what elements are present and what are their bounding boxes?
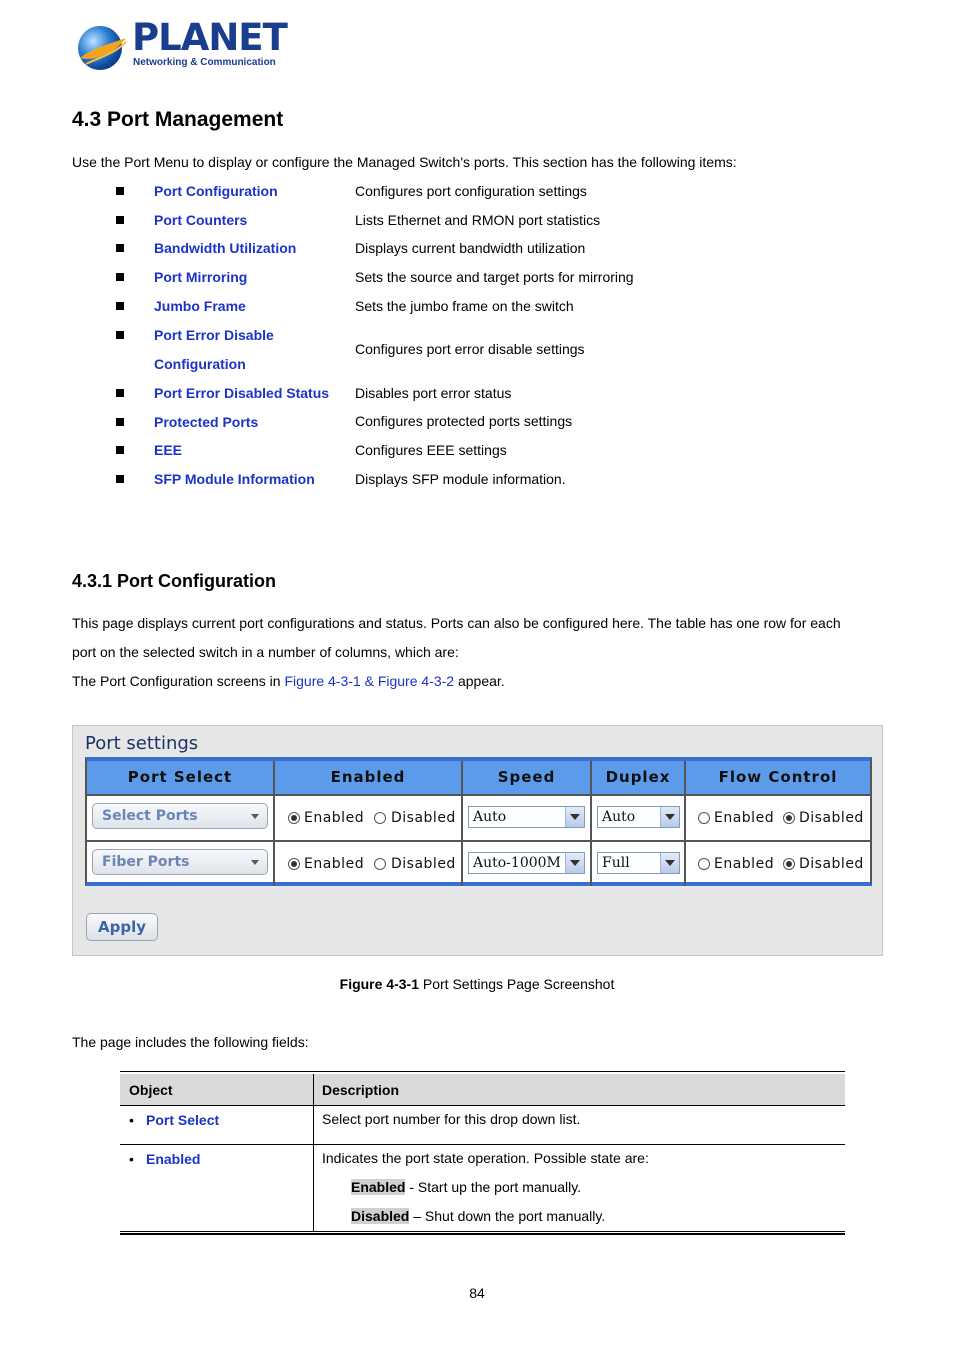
item-description: Configures port error disable settings	[355, 341, 585, 357]
item-port-error-disable[interactable]: Port Error Disable	[154, 327, 274, 343]
item-port-error-disabled-status[interactable]: Port Error Disabled Status	[154, 385, 330, 401]
flow-control-cell	[686, 796, 870, 840]
chevron-down-icon	[660, 807, 679, 827]
port-settings-table	[85, 757, 872, 886]
duplex-value: Full	[602, 855, 630, 871]
globe-logo-icon	[76, 18, 128, 72]
planet-logo	[76, 16, 287, 74]
speed-value: Auto	[473, 809, 507, 825]
header-port-select: Port Select	[87, 761, 275, 794]
state-enabled	[351, 1178, 581, 1196]
disabled-radio-label: Disabled	[391, 810, 456, 826]
item-description: Configures port configuration settings	[355, 183, 587, 199]
port-select-label: Select Ports	[102, 808, 198, 824]
flow-enabled-label: Enabled	[714, 810, 775, 826]
subsection-para-1: This page displays current port configurations and status. Ports can also be configured here. The table has one row for each	[72, 615, 841, 631]
duplex-select[interactable]	[597, 852, 680, 874]
bullet-icon	[116, 216, 124, 224]
state-disabled-term: Disabled	[351, 1208, 410, 1224]
para-3-prefix: The Port Configuration screens in	[72, 673, 285, 689]
subsection-para-2: port on the selected switch in a number of columns, which are:	[72, 644, 459, 660]
port-select-cell	[87, 796, 275, 840]
subsection-para-3	[72, 672, 505, 690]
chevron-down-icon	[251, 860, 259, 865]
fiber-ports-dropdown[interactable]	[92, 849, 268, 875]
field-port-select-desc: Select port number for this drop down list.	[322, 1111, 581, 1127]
item-description: Sets the source and target ports for mirroring	[355, 269, 634, 285]
header-enabled: Enabled	[275, 761, 463, 794]
figure-caption-label: Figure 4-3-1	[339, 976, 419, 992]
duplex-select[interactable]	[597, 806, 680, 828]
item-description: Displays SFP module information.	[355, 471, 566, 487]
figure-caption-text: Port Settings Page Screenshot	[419, 976, 615, 992]
item-protected-ports[interactable]: Protected Ports	[154, 414, 259, 430]
flow-enabled-label: Enabled	[714, 856, 775, 872]
field-enabled-desc: Indicates the port state operation. Possible state are:	[322, 1150, 649, 1166]
section-intro: Use the Port Menu to display or configure the Managed Switch's ports. This section has the following items:	[72, 154, 737, 170]
duplex-value: Auto	[602, 809, 636, 825]
item-jumbo-frame[interactable]: Jumbo Frame	[154, 298, 246, 314]
row-divider	[120, 1105, 845, 1106]
enabled-cell	[275, 842, 463, 886]
speed-value: Auto-1000M	[473, 855, 561, 871]
state-disabled-text: – Shut down the port manually.	[409, 1208, 606, 1224]
chevron-down-icon	[660, 853, 679, 873]
bullet-icon	[116, 302, 124, 310]
flow-enabled-radio[interactable]	[698, 812, 710, 824]
chevron-down-icon	[565, 853, 584, 873]
field-enabled: • Enabled	[146, 1150, 200, 1168]
speed-select[interactable]	[468, 852, 585, 874]
item-bandwidth-utilization[interactable]: Bandwidth Utilization	[154, 240, 297, 256]
flow-disabled-label: Disabled	[799, 810, 864, 826]
row-divider	[120, 1144, 845, 1145]
enabled-cell	[275, 796, 463, 840]
flow-control-cell	[686, 842, 870, 886]
port-select-cell	[87, 842, 275, 886]
apply-button[interactable]: Apply	[86, 913, 158, 941]
header-object: Object	[129, 1082, 173, 1098]
logo-tagline: Networking & Communication	[133, 57, 276, 68]
chevron-down-icon	[565, 807, 584, 827]
subsection-title: 4.3.1 Port Configuration	[72, 571, 277, 591]
disabled-radio-label: Disabled	[391, 856, 456, 872]
item-description: Disables port error status	[355, 385, 512, 401]
flow-disabled-radio[interactable]	[783, 858, 795, 870]
item-port-counters[interactable]: Port Counters	[154, 212, 248, 228]
table-header-row	[120, 1074, 845, 1105]
item-description: Configures protected ports settings	[355, 413, 573, 429]
item-description: Displays current bandwidth utilization	[355, 240, 586, 256]
bullet-icon	[116, 273, 124, 281]
enabled-radio-label: Enabled	[304, 810, 365, 826]
port-settings-panel	[72, 725, 883, 956]
disabled-radio[interactable]	[374, 858, 386, 870]
flow-disabled-label: Disabled	[799, 856, 864, 872]
header-description: Description	[322, 1082, 400, 1098]
header-duplex: Duplex	[592, 761, 686, 794]
item-port-error-disable-line2[interactable]: Configuration	[154, 356, 246, 372]
header-flow-control: Flow Control	[686, 761, 870, 794]
item-port-mirroring[interactable]: Port Mirroring	[154, 269, 248, 285]
item-eee[interactable]: EEE	[154, 442, 183, 458]
header-speed: Speed	[463, 761, 592, 794]
column-divider	[313, 1074, 314, 1231]
state-enabled-text: - Start up the port manually.	[405, 1179, 582, 1195]
bullet-icon	[116, 244, 124, 252]
para-3-suffix: appear.	[454, 673, 505, 689]
bullet-icon	[116, 418, 124, 426]
enabled-radio[interactable]	[288, 812, 300, 824]
item-description: Configures EEE settings	[355, 442, 507, 458]
speed-select[interactable]	[468, 806, 585, 828]
fields-intro: The page includes the following fields:	[72, 1034, 309, 1050]
enabled-radio-label: Enabled	[304, 856, 365, 872]
flow-enabled-radio[interactable]	[698, 858, 710, 870]
speed-cell	[463, 842, 592, 886]
table-bottom-border	[120, 1231, 845, 1232]
bullet-icon	[116, 187, 124, 195]
page-number: 84	[469, 1285, 485, 1301]
item-description: Lists Ethernet and RMON port statistics	[355, 212, 601, 228]
bullet-icon	[116, 389, 124, 397]
duplex-cell	[592, 842, 686, 886]
item-port-configuration[interactable]: Port Configuration	[154, 183, 278, 199]
fields-table	[120, 1071, 845, 1235]
bullet-icon	[116, 446, 124, 454]
enabled-radio[interactable]	[288, 858, 300, 870]
table-bottom-border	[120, 1233, 845, 1235]
figure-link[interactable]: Figure 4-3-1 & Figure 4-3-2	[284, 673, 455, 689]
logo-wordmark: PLANET	[132, 16, 287, 59]
state-disabled	[351, 1207, 605, 1225]
item-sfp-module-information[interactable]: SFP Module Information	[154, 471, 315, 487]
disabled-radio[interactable]	[374, 812, 386, 824]
state-enabled-term: Enabled	[351, 1179, 406, 1195]
flow-disabled-radio[interactable]	[783, 812, 795, 824]
port-settings-title: Port settings	[85, 733, 199, 754]
port-select-dropdown[interactable]	[92, 803, 268, 829]
chevron-down-icon	[251, 814, 259, 819]
bullet-icon	[116, 475, 124, 483]
speed-cell	[463, 796, 592, 840]
figure-caption	[0, 975, 954, 993]
duplex-cell	[592, 796, 686, 840]
field-port-select: • Port Select	[146, 1111, 219, 1129]
item-description: Sets the jumbo frame on the switch	[355, 298, 574, 314]
bullet-icon	[116, 331, 124, 339]
port-select-label: Fiber Ports	[102, 854, 190, 870]
section-title: 4.3 Port Management	[72, 108, 284, 131]
